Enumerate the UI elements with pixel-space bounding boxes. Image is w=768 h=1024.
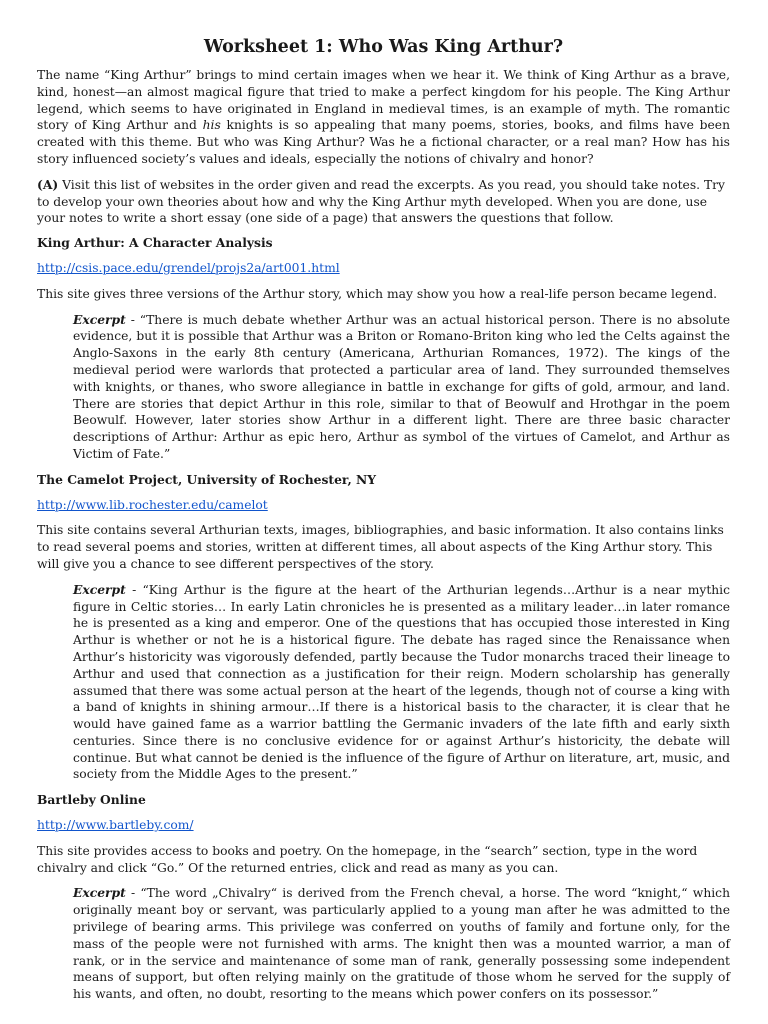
intro-text-2: knights is so appealing that many poems, stories, books, and films have been created with this theme. But who was King Arthur? Was he a fictional character, or a real man? How has his story influenced society’s values and ideals, especially the notions of chivalry and honor? (37, 118, 730, 166)
section-link[interactable]: http://www.lib.rochester.edu/camelot (37, 497, 268, 512)
section-title: The Camelot Project, University of Rochester, NY (37, 471, 377, 487)
section-link[interactable]: http://www.bartleby.com/ (37, 818, 194, 833)
section-excerpt (73, 312, 730, 463)
section-link[interactable]: http://csis.pace.edu/grendel/projs2a/art001.html (37, 260, 340, 275)
excerpt-label: Excerpt (73, 885, 126, 901)
intro-paragraph (37, 67, 730, 168)
section-description: This site contains several Arthurian texts, images, bibliographies, and basic information. It also contains links to read several poems and stories, written at different times, all about aspects of the King Arthur story. This will give you a chance to see different perspectives of the story. (37, 523, 724, 571)
page-title: Worksheet 1: Who Was King Arthur? (203, 37, 564, 57)
instructions-label: (A) (37, 176, 59, 192)
section-title: King Arthur: A Character Analysis (37, 235, 273, 251)
section-description: This site provides access to books and poetry. On the homepage, in the “search” section, type in the word chivalry and click “Go.” Of the returned entries, click and read as many as you can. (37, 843, 698, 875)
excerpt-text: - “King Arthur is the figure at the heart of the Arthurian legends…Arthur is a near mythic figure in Celtic stories… In early Latin chronicles he is presented as a military leader…in later romance he is presented as a king and emperor. One of the questions that has occupied those interested in King Arthur is whether or not he is a historical figure. The debate has raged since the Renaissance when Arthur’s historicity was vigorously defended, partly because the Tudor monarchs traced their lineage to Arthur and used that connection as a justification for their reign. Modern scholarship has generally assumed that there was some actual person at the heart of the legends, though not of course a king with a band of knights in shining armour…If there is a historical basis to the character, it is clear that he would have gained fame as a warrior battling the Germanic invaders of the late fifth and early sixth centuries. Since there is no conclusive evidence for or against Arthur’s historicity, the debate will continue. But what cannot be denied is the influence of the figure of Arthur on literature, art, music, and society from the Middle Ages to the present.” (73, 582, 730, 782)
section-title: Bartleby Online (37, 792, 146, 808)
instructions-text: Visit this list of websites in the order given and read the excerpts. As you read, you should take notes. Try to develop your own theories about how and why the King Arthur myth developed. When you are done, use your notes to write a short essay (one side of a page) that answers the questions that follow. (37, 177, 725, 226)
excerpt-label: Excerpt (73, 581, 126, 597)
intro-emphasis: his (202, 118, 221, 133)
resource-section-camelot-project (37, 472, 730, 784)
excerpt-label: Excerpt (73, 311, 126, 327)
excerpt-text: - “There is much debate whether Arthur was an actual historical person. There is no absolute evidence, but it is possible that Arthur was a Briton or Romano-Briton king who led the Celts against the Anglo-Saxons in the early 8th century (Americana, Arthurian Romances, 1972). The kings of the medieval period were warlords that protected a particular area of land. They surrounded themselves with knights, or thanes, who swore allegiance in battle in exchange for gifts of gold, armour, and land. There are stories that depict Arthur in this role, similar to that of Beowulf and Hrothgar in the poem Beowulf. However, later stories show Arthur in a different light. There are three basic character descriptions of Arthur: Arthur as epic hero, Arthur as symbol of the virtues of Camelot, and Arthur as Victim of Fate.” (73, 312, 730, 461)
section-description: This site gives three versions of the Arthur story, which may show you how a real-life person became legend. (37, 286, 718, 301)
section-excerpt (73, 582, 730, 784)
instructions-paragraph (37, 177, 730, 227)
resource-section-character-analysis (37, 235, 730, 463)
resource-section-bartleby (37, 792, 730, 1003)
excerpt-text: - “The word „Chivalry“ is derived from the French cheval, a horse. The word “knight,“ which originally meant boy or servant, was particularly applied to a young man after he was admitted to the privilege of bearing arms. This privilege was conferred on youths of family and fortune only, for the mass of the people were not furnished with arms. The knight then was a mounted warrior, a man of rank, or in the service and maintenance of some man of rank, generally possessing some independent means of support, but often relying mainly on the gratitude of those whom he served for the supply of his wants, and often, no doubt, resorting to the means which power confers on its possessor.” (73, 886, 730, 1002)
section-excerpt (73, 885, 730, 1003)
intro-text-1: The name “King Arthur” brings to mind certain images when we hear it. We think of King Arthur as a brave, kind, honest—an almost magical figure that tried to make a perfect kingdom for his people. The King Arthur legend, which seems to have originated in England in medieval times, is an example of myth. The romantic story of King Arthur and (37, 68, 730, 133)
